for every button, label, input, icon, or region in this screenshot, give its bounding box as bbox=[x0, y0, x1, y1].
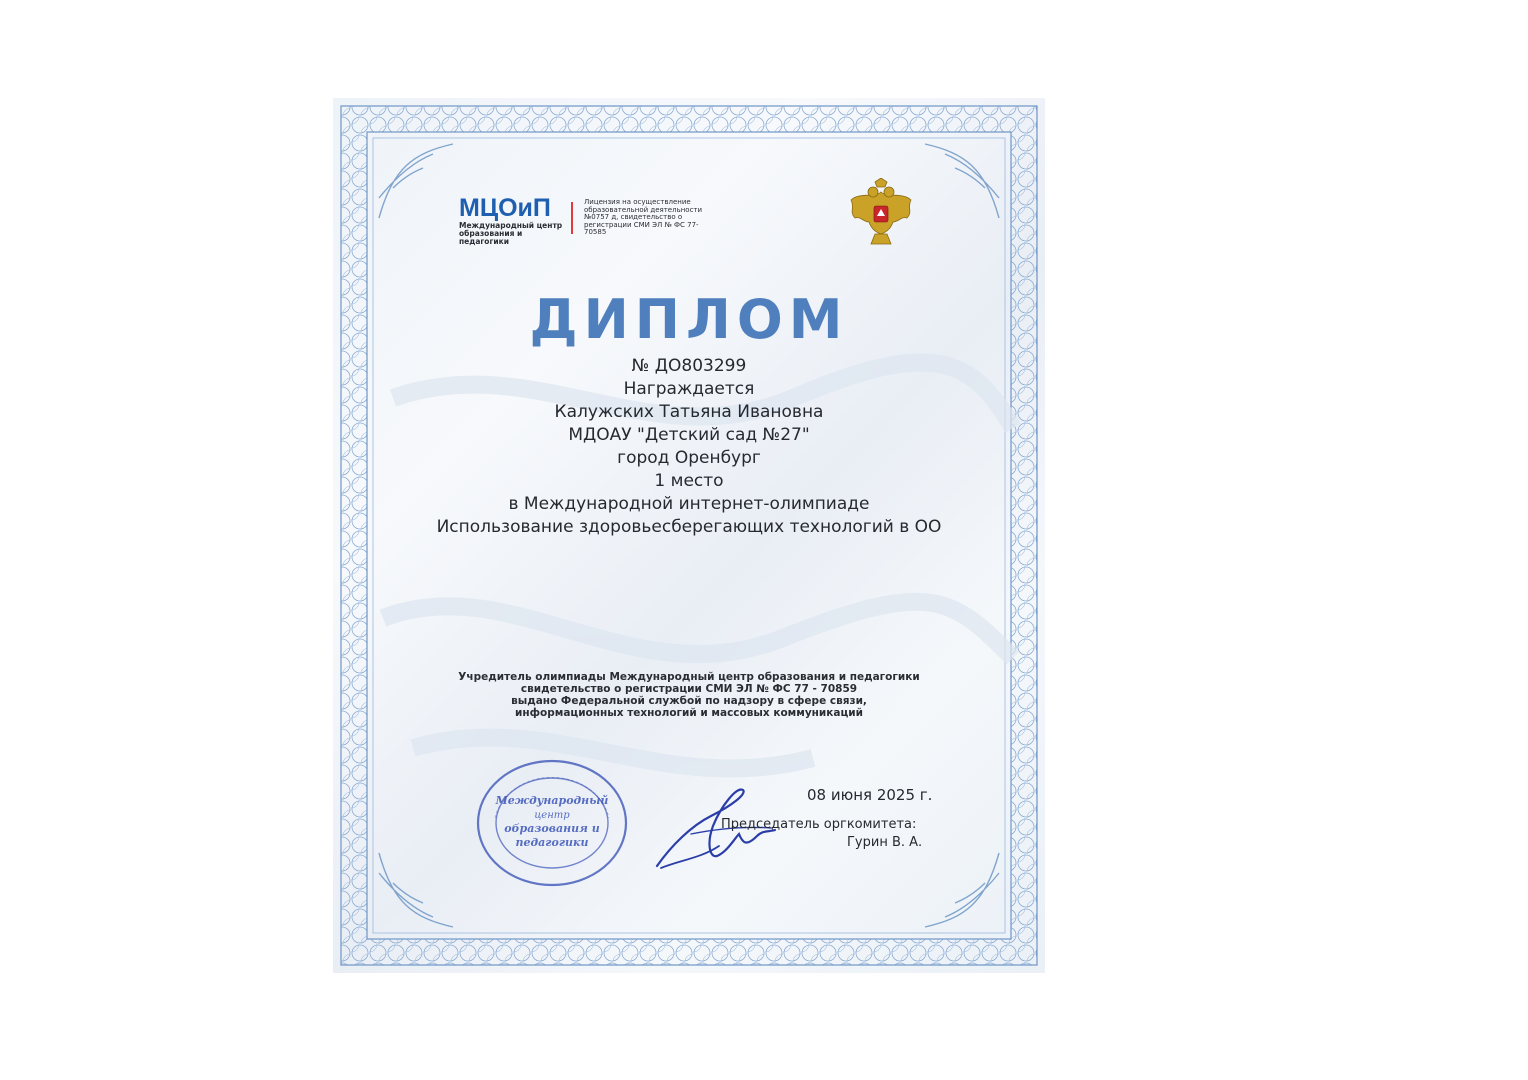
logo-divider bbox=[571, 202, 573, 234]
logo-subtitle: Международный центр образования и педагогики bbox=[459, 221, 563, 246]
event-name: в Международной интернет-олимпиаде bbox=[508, 494, 870, 514]
diploma-sheet bbox=[333, 98, 1045, 973]
founder-line-3: выдано Федеральной службой по надзору в сфере связи, bbox=[511, 695, 867, 707]
chair-name: Гурин В. А. bbox=[847, 835, 923, 850]
chair-label: Председатель оргкомитета: bbox=[721, 817, 917, 832]
founder-line-4: информационных технологий и массовых коммуникаций bbox=[514, 707, 863, 719]
issue-date: 08 июня 2025 г. bbox=[807, 786, 933, 804]
founder-line-1: Учредитель олимпиады Международный центр образования и педагогики bbox=[458, 671, 920, 683]
svg-text:центр: центр bbox=[534, 810, 570, 821]
city-name: город Оренбург bbox=[617, 448, 761, 468]
place-label: 1 место bbox=[654, 471, 724, 491]
russian-coat-of-arms-icon bbox=[845, 178, 917, 246]
topic-name: Использование здоровьесберегающих технологий в ОО bbox=[436, 517, 942, 537]
founder-line-2: свидетельство о регистрации СМИ ЭЛ № ФС 77 - 70859 bbox=[520, 683, 858, 695]
license-text: Лицензия на осуществление образовательной деятельности №0757 д, свидетельство о регистрации СМИ ЭЛ № ФС 77-70585 bbox=[584, 198, 703, 236]
svg-text:Международный: Международный bbox=[495, 794, 609, 807]
recipient-name: Калужских Татьяна Ивановна bbox=[554, 402, 824, 422]
diploma-title: ДИПЛОМ bbox=[529, 288, 849, 351]
awarded-label: Награждается bbox=[623, 379, 755, 399]
organization-name: МДОАУ "Детский сад №27" bbox=[568, 425, 810, 445]
round-seal-icon bbox=[475, 758, 629, 888]
svg-text:педагогики: педагогики bbox=[515, 836, 589, 849]
diploma-number: № ДО803299 bbox=[631, 356, 747, 376]
logo-brand: МЦОиП bbox=[459, 194, 551, 222]
svg-text:образования и: образования и bbox=[504, 822, 600, 835]
